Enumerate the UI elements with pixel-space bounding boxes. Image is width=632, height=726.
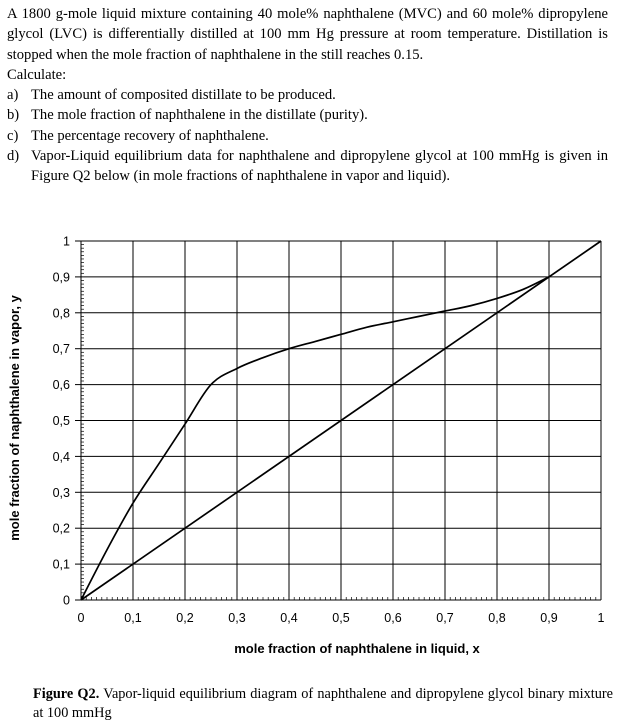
y-axis-label: mole fraction of naphthalene in vapor, y (7, 295, 22, 541)
y-tick-label: 0,7 (52, 342, 70, 357)
calculate-heading: Calculate: (7, 66, 67, 83)
y-tick-label: 0,8 (52, 306, 70, 321)
x-tick-label: 0,3 (228, 611, 246, 625)
question-label: b) (7, 107, 20, 124)
question-text: The mole fraction of naphthalene in the distillate (purity). (31, 107, 368, 124)
question-text: Vapor-Liquid equilibrium data for naphthalene and dipropylene glycol at 100 mmHg is given in Figure Q2 below (in mole fractions of naphthalene in vapor and liquid). (31, 148, 608, 185)
x-axis-label: mole fraction of naphthalene in liquid, x (234, 641, 480, 656)
question-text: The amount of composited distillate to be produced. (31, 87, 336, 104)
x-tick-label: 0,6 (384, 611, 402, 625)
y-tick-labels (53, 235, 70, 608)
x-tick-label: 0 (77, 611, 85, 625)
y-tick-label: 0,5 (52, 414, 70, 428)
question-item (7, 105, 608, 125)
y-tick-label: 0,4 (52, 449, 70, 464)
y-tick-label: 0,2 (52, 521, 70, 536)
problem-intro: A 1800 g-mole liquid mixture containing 40 mole% naphthalene (MVC) and 60 mole% dipropylene glycol (LVC) is differentially distilled at 100 mm Hg pressure at room temperature. Distillation is stopped when the mole fraction of naphthalene in the still reaches 0.15. (7, 6, 608, 63)
x-tick-label: 0,7 (436, 611, 454, 625)
figure-caption (33, 685, 613, 722)
y-tick-label: 0 (63, 593, 70, 608)
y-tick-label: 0,3 (52, 485, 70, 500)
x-tick-label: 0,8 (488, 611, 506, 625)
x-tick-label: 0,1 (124, 611, 142, 625)
question-label: c) (7, 127, 19, 144)
x-tick-label: 0,2 (176, 611, 194, 625)
x-tick-label: 0,5 (332, 611, 350, 625)
x-tick-labels (78, 611, 605, 625)
y-tick-label: 0,1 (52, 557, 70, 572)
y-tick-label: 0,9 (52, 270, 70, 285)
question-label: d) (7, 148, 20, 165)
x-tick-label: 0,4 (280, 611, 298, 625)
question-text: The percentage recovery of naphthalene. (31, 127, 269, 144)
question-item (7, 126, 608, 146)
caption-label: Figure Q2. (33, 686, 100, 702)
question-list (7, 85, 608, 186)
vle-chart (0, 222, 632, 677)
question-item (7, 85, 608, 105)
question-label: a) (7, 87, 19, 104)
problem-statement (7, 4, 608, 187)
x-tick-label: 0,9 (540, 611, 558, 625)
y-tick-label: 1 (63, 234, 70, 249)
question-item (7, 146, 608, 187)
caption-text: Vapor-liquid equilibrium diagram of naphthalene and dipropylene glycol binary mixture at 100 mmHg (33, 686, 613, 721)
x-tick-label: 1 (597, 611, 605, 625)
y-tick-label: 0,6 (52, 378, 70, 393)
